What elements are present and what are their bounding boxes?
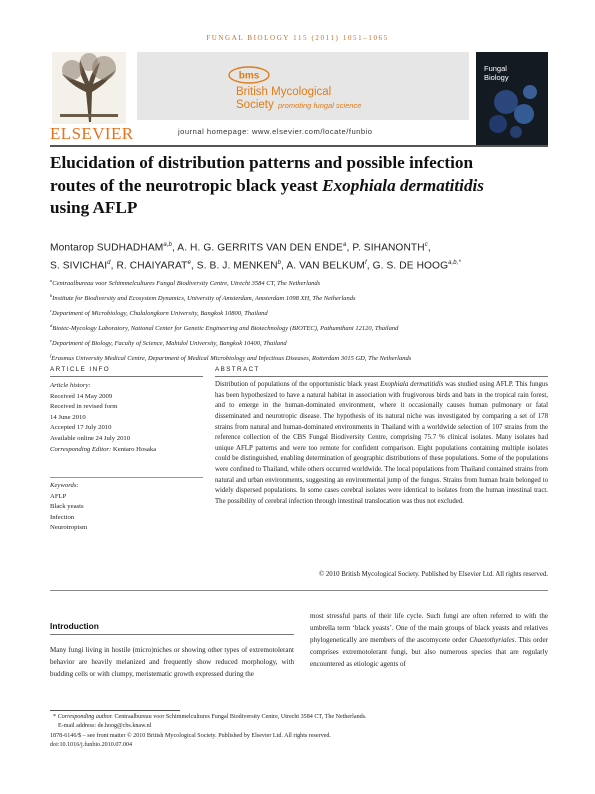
revised-date: 14 June 2010 <box>50 413 86 421</box>
online-date: Available online 24 July 2010 <box>50 434 131 442</box>
author[interactable]: S. B. J. MENKEN <box>196 259 278 271</box>
history-label: Article history: <box>50 382 91 389</box>
title-line3: using AFLP <box>50 198 138 217</box>
cover-title-line2: Biology <box>484 73 509 82</box>
affiliation-sup: d <box>50 323 53 329</box>
cover-title <box>484 64 509 82</box>
author-affil-sup: b <box>277 259 281 266</box>
author-list: Montarop SUDHADHAM$^{a,b}$, A. H. G. GERRITS VAN DEN ENDE$^a$, P. SIHANONTH$^c$, S. SIVICHAI$^d$, R. CHAIYARAT$^e$, S. B. J. MENKEN$^b$, A. VAN BELKUM$^f$, G. S. DE $HOOG^{a,b,*}$ <box>50 242 461 271</box>
keyword: Neurotropism <box>50 524 88 532</box>
article-history <box>50 381 205 455</box>
journal-citation-line: FUNGAL BIOLOGY 115 (2011) 1051–1065 <box>206 34 389 42</box>
article-info-heading: ARTICLE INFO <box>50 366 111 373</box>
author[interactable]: P. SIHANONTH <box>352 242 425 254</box>
keyword: Black yeasts <box>50 503 84 511</box>
revised-label: Received in revised form <box>50 403 118 411</box>
author-affil-sup: a,b <box>163 242 172 248</box>
author-affil-sup: a <box>343 242 347 248</box>
abstract-heading: ABSTRACT <box>215 366 260 373</box>
affiliation <box>50 290 550 305</box>
affiliation <box>50 305 550 320</box>
author-affil-sup: d <box>107 259 111 266</box>
order-name: Chaetothyriales <box>469 635 515 644</box>
author-affil-sup: c <box>424 242 428 248</box>
society-name-line1: British Mycological <box>236 86 332 98</box>
keywords-label: Keywords: <box>50 482 79 489</box>
author[interactable]: Montarop SUDHADHAM <box>50 242 164 254</box>
society-name-line2: Society <box>236 99 274 111</box>
affiliation-sup: f <box>50 353 52 359</box>
right-column-text-rest: . This order comprises extremotolerant fungi, but also numerous species that are regularly encountered as etiologic agents of <box>310 635 548 668</box>
publisher-wordmark: ELSEVIER <box>50 124 134 143</box>
footnote-divider <box>50 710 180 711</box>
header-divider <box>50 145 548 147</box>
abstract-text <box>215 380 548 508</box>
society-tagline: promoting fungal science <box>278 101 362 110</box>
abstract-text-start: Distribution of populations of the opportunistic black yeast <box>215 381 381 388</box>
affiliation-sup: b <box>50 293 53 299</box>
author-affil-sup: f <box>364 259 367 266</box>
copyright-notice: © 2010 British Mycological Society. Published by Elsevier Ltd. All rights reserved. <box>318 571 548 578</box>
corresponding-editor <box>50 445 205 456</box>
editor-name: Kentaro Hosaka <box>111 445 157 453</box>
affiliation-text: Biotec-Mycology Laboratory, National Center for Genetic Engineering and Biotechnology (BIOTEC), Pathumthani 12120, Thailand <box>52 325 399 333</box>
author-affil-sup: a,b,* <box>448 259 461 266</box>
corresponding-author-label: Corresponding author. <box>57 714 113 720</box>
keyword: AFLP <box>50 492 67 500</box>
email-address[interactable]: E-mail address: de.hoog@cbs.knaw.nl <box>58 723 152 730</box>
corresponding-author-address: Centraalbureau voor Schimmelcultures Fungal Biodiversity Centre, Utrecht 3584 CT, The Netherlands. <box>112 714 367 720</box>
affiliation <box>50 335 550 350</box>
bms-logo-text: bms <box>238 70 260 82</box>
introduction-heading: Introduction <box>50 621 99 631</box>
received-date: Received 14 May 2009 <box>50 392 113 400</box>
affiliation <box>50 320 550 335</box>
affiliation-sup: e <box>50 338 52 344</box>
elsevier-tree-logo <box>52 52 126 124</box>
journal-homepage[interactable]: journal homepage: www.elsevier.com/locate/funbio <box>178 127 373 136</box>
article-info-divider <box>50 376 203 377</box>
editor-label: Corresponding Editor: <box>50 445 112 453</box>
doi-line[interactable]: doi:10.1016/j.funbio.2010.07.004 <box>50 741 133 748</box>
abstract-species-name: Exophiala dermatitidis <box>380 381 444 388</box>
affiliation-list <box>50 275 550 365</box>
abstract-text-rest: was studied using AFLP. This fungus has been hypothesized to have a natural habitat in association with frugivorous birds and bats in the tropical rain forest, and to emerge in the human-dominated environment, where it occasionally causes human pulmonary or fatal disseminated and neurotropic disease. The hypothesis of its natural niche was investigated by comparing a set of 178 strains from natural and human-dominated environments in Thailand with a worldwide selection of 107 strains from the reference collection of the CBS Fungal Biodiversity Centre, comprising 75.7 % clinical isolates. Many isolates had unique AFLP patterns and were too remote for confident comparison. Eight populations containing multiple isolates could be distinguished, enabling determination of geographic distributions of these populations. Some of the populations were confined to Thailand, while others occurred worldwide. The local populations from Thailand contained strains from natural and urban environments, suggesting an environmental jump of the fungus. Strains from human brain belonged to widely dispersed populations. In some cases cerebral isolates were identical to isolates from the human intestinal tract. The possibility of cerebral infection through intestinal translocation was thus not excluded. <box>215 381 548 505</box>
bms-logo-icon <box>228 66 270 84</box>
footnotes <box>50 713 550 750</box>
abstract-bottom-divider <box>50 590 548 591</box>
introduction-right-column <box>310 611 548 671</box>
title-line2-text: routes of the neurotropic black yeast <box>50 175 323 195</box>
affiliation-text: Institute for Biodiversity and Ecosystem Dynamics, University of Amsterdam, Amsterdam 1098 XH, The Netherlands <box>52 295 356 303</box>
affiliation-text: Centraalbureau voor Schimmelcultures Fungal Biodiversity Centre, Utrecht 3584 CT, The Netherlands <box>52 280 321 288</box>
affiliation-sup: c <box>50 308 52 314</box>
keyword: Infection <box>50 513 75 521</box>
author[interactable]: R. CHAIYARAT <box>116 259 188 271</box>
title-line2 <box>50 175 550 198</box>
affiliation-text: Department of Biology, Faculty of Science, Mahidol University, Bangkok 10400, Thailand <box>52 340 287 348</box>
introduction-left-column: Many fungi living in hostile (micro)niches or showing other types of extremotolerant behavior are heavily melanized and frequently show reduced morphology, with budding cells or with clumpy, meristematic growth expressed during the <box>50 646 294 678</box>
author[interactable]: A. VAN BELKUM <box>286 259 365 271</box>
author-affil-sup: e <box>187 259 191 266</box>
introduction-divider <box>50 634 294 635</box>
affiliation-text: Department of Microbiology, Chulalongkorn University, Bangkok 10800, Thailand <box>52 310 268 318</box>
cover-title-line1: Fungal <box>484 64 507 73</box>
keywords-divider <box>50 477 203 478</box>
title-species-name: Exophiala dermatitidis <box>322 175 484 195</box>
author[interactable]: S. SIVICHAI <box>50 259 108 271</box>
affiliation-sup: a <box>50 278 53 283</box>
footnote-star: * <box>53 714 57 720</box>
abstract-divider <box>215 376 548 377</box>
article-title <box>50 152 550 220</box>
right-column-text: most stressful parts of their life cycle. Such fungi are often referred to with the umbrella term ‘black yeasts’. One of the main groups of black yeasts and relatives phylogenetically are members of the ascomycete order <box>310 612 548 644</box>
corresponding-author-note <box>50 713 550 722</box>
accepted-date: Accepted 17 July 2010 <box>50 424 112 432</box>
title-line1: Elucidation of distribution patterns and possible infection <box>50 153 474 172</box>
issn-line: 1878-6146/$ – see front matter © 2010 British Mycological Society. Published by Elsevier Ltd. All rights reserved. <box>50 732 331 739</box>
affiliation-text: Erasmus University Medical Centre, Department of Medical Microbiology and Infectious Diseases, Rotterdam 3015 GD, The Netherlands <box>51 355 412 363</box>
author[interactable]: A. H. G. GERRITS VAN DEN ENDE <box>177 242 344 254</box>
author[interactable]: G. S. DE HOOG <box>372 259 449 271</box>
keywords <box>50 481 205 534</box>
affiliation <box>50 275 550 290</box>
affiliation <box>50 350 550 365</box>
